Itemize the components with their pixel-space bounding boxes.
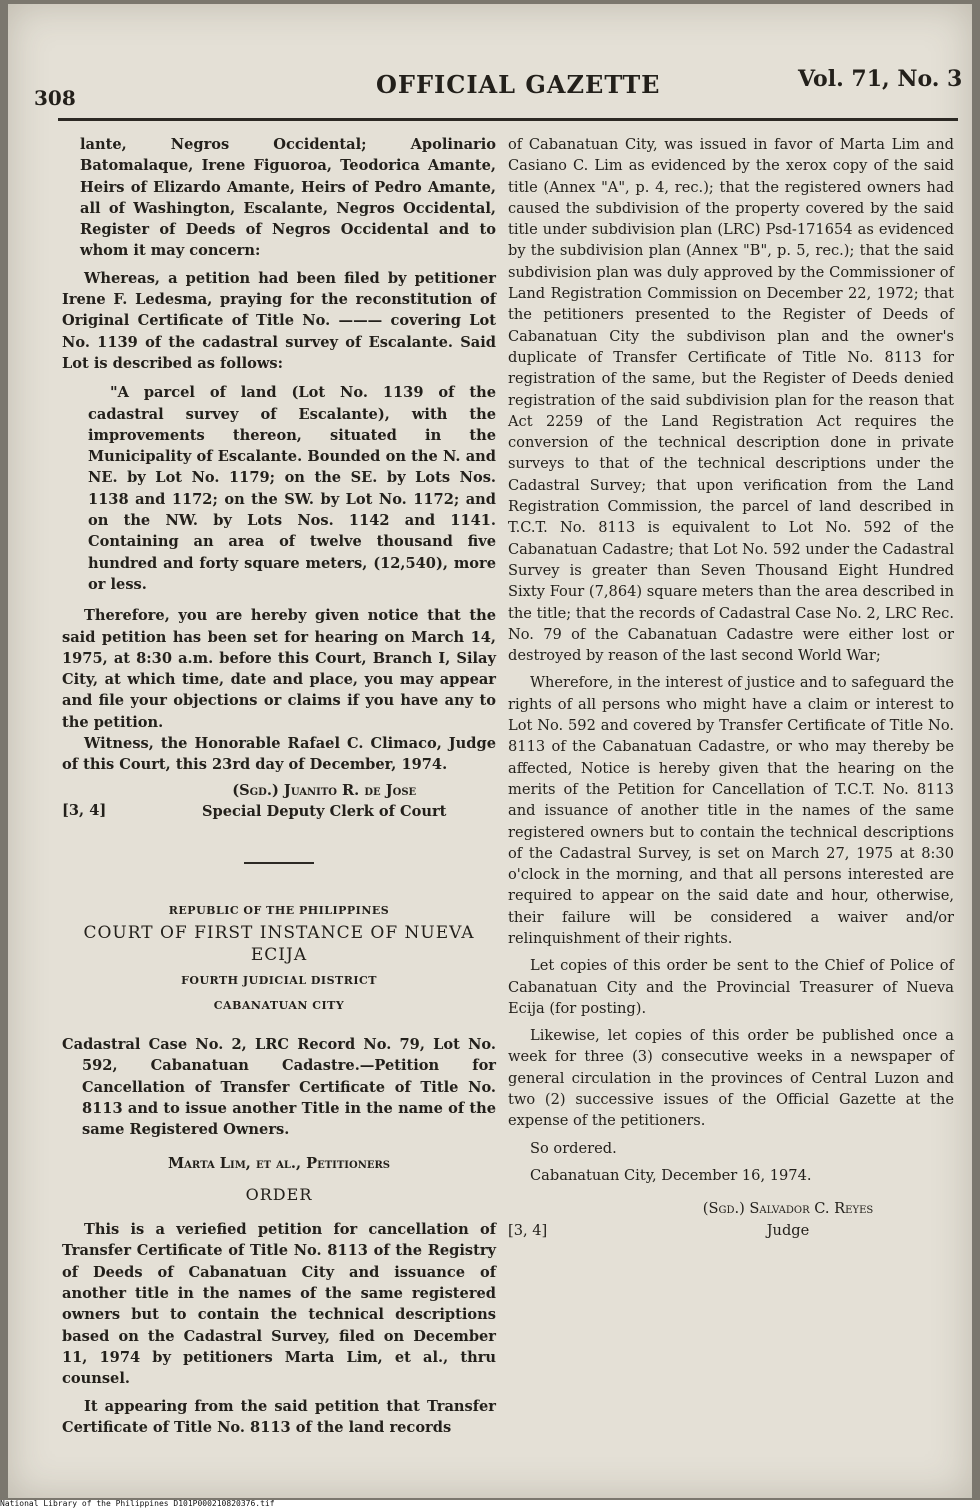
scan-footer: National Library of the Philippines D101P000210820376.tif	[0, 1500, 980, 1508]
district-heading: FOURTH JUDICIAL DISTRICT	[181, 973, 377, 987]
witness-paragraph: Witness, the Honorable Rafael C. Climaco, Judge of this Court, this 23rd day of December, 1974.	[62, 735, 496, 774]
section-divider	[244, 862, 314, 864]
signature-reference: [3, 4]	[62, 801, 107, 819]
date-line: Cabanatuan City, December 16, 1974.	[530, 1166, 812, 1184]
publication-paragraph: Likewise, let copies of this order be published once a week for three (3) consecutive weeks in a newspaper of general circulation in the provinces of Central Luzon and two (2) successive issues of the Official Gazette at the expense of the petitioners.	[508, 1027, 954, 1130]
order-continued: of Cabanatuan City, was issued in favor of Marta Lim and Casiano C. Lim as evidenced by the xerox copy of the said title (Annex "A", p. 4, rec.); that the registered owners had caused the subdivision of the property covered by the said title under subdivision plan (LRC) Psd-171654 as evidenced by the subdivision plan (Annex "B", p. 5, rec.); that the said subdivision plan was duly approved by the Commissioner of Land Registration Commission on December 22, 1972; that the petitioners presented to the Register of Deeds of Cabanatuan City the subdivison plan and the owner's duplicate of Transfer Certificate of Title No. 8113 for registration of the same, but the Register of Deeds denied registration of the said subdivision plan for the reason that Act 2259 of the Land Registration Act requires the conversion of the technical description done in private surveys to that of the technical descriptions under the Cadastral Survey; that upon verification from the Land Registration Commission, the parcel of land described in T.C.T. No. 8113 is equivalent to Lot No. 592 of the Cabanatuan Cadastre; that Lot No. 592 under the Cadastral Survey is greater than Seven Thousand Eight Hundred Sixty Four (7,864) square meters than the area described in the title; that the records of Cadastral Case No. 2, LRC Rec. No. 79 of the Cabanatuan Cadastre were either lost or destroyed by reason of the last second World War;	[508, 136, 954, 665]
so-ordered: So ordered.	[530, 1139, 617, 1157]
case-title: Cadastral Case No. 2, LRC Record No. 79, Lot No. 592, Cabanatuan Cadastre.—Petition for Cancellation of Transfer Certificate of Title No. 8113 and to issue another Title in the name of the same Registered Owners.	[62, 1036, 496, 1139]
judge-title: Judge	[766, 1221, 810, 1239]
therefore-paragraph: Therefore, you are hereby given notice that the said petition has been set for hearing on March 14, 1975, at 8:30 a.m. before this Court, Branch I, Silay City, at which time, date and place, you may appear and file your objections or claims if you have any to the petition.	[62, 607, 496, 731]
gazette-title: OFFICIAL GAZETTE	[376, 70, 661, 99]
city-heading: CABANATUAN CITY	[213, 998, 345, 1012]
copies-paragraph: Let copies of this order be sent to the Chief of Police of Cabanatuan City and the Provincial Treasurer of Nueva Ecija (for posting).	[508, 957, 954, 1017]
wherefore-paragraph: Wherefore, in the interest of justice and to safeguard the rights of all persons who might have a claim or interest to Lot No. 592 and covered by Transfer Certificate of Title No. 8113 of the Cabanatuan Cadastre, or who may thereby be affected, Notice is hereby given that the hearing on the merits of the Petition for Cancellation of T.C.T. No. 8113 and issuance of another title in the names of the same registered owners but to contain the technical descriptions of the Cadastral Survey, is set on March 27, 1975 at 8:30 o'clock in the morning, and that all persons interested are required to appear on the said date and hour, otherwise, their failure will be considered a waiver and/or relinquishment of their rights.	[508, 674, 954, 947]
judge-name: (Sgd.) Salvador C. Reyes	[702, 1200, 874, 1218]
judge-signature	[508, 1198, 954, 1241]
order-title: ORDER	[245, 1184, 313, 1204]
clerk-signature	[62, 780, 496, 823]
volume-number: Vol. 71, No. 3	[798, 66, 963, 92]
judge-signature-reference: [3, 4]	[508, 1222, 548, 1240]
whereas-paragraph: Whereas, a petition had been filed by petitioner Irene F. Ledesma, praying for the reconstitution of Original Certificate of Title No. ——— covering Lot No. 1139 of the cadastral survey of Escalante. Said Lot is described as follows:	[62, 269, 496, 372]
gazette-page	[8, 4, 972, 1498]
order-paragraph-1: This is a veriefied petition for cancellation of Transfer Certificate of Title No. 8113 of the Registry of Deeds of Cabanatuan City and issuance of another title in the names of the same registered owners but to contain the technical descriptions based on the Cadastral Survey, filed on December 11, 1974 by petitioners Marta Lim, et al., thru counsel.	[62, 1221, 496, 1388]
court-heading: COURT OF FIRST INSTANCE OF NUEVA ECIJA	[83, 922, 475, 965]
addressees: lante, Negros Occidental; Apolinario Batomalaque, Irene Figuoroa, Teodorica Amante, Heirs of Elizardo Amante, Heirs of Pedro Amante, all of Washington, Escalante, Negros Occidental, Register of Deeds of Negros Occidental and to whom it may concern:	[80, 136, 496, 260]
clerk-name: (Sgd.) Juanito R. de Jose	[232, 781, 417, 799]
page-number: 308	[34, 86, 76, 110]
header-rule	[58, 118, 958, 121]
republic-heading: REPUBLIC OF THE PHILIPPINES	[168, 904, 390, 918]
lot-description: "A parcel of land (Lot No. 1139 of the cadastral survey of Escalante), with the improvements thereon, situated in the Municipality of Escalante. Bounded on the N. and NE. by Lot No. 1179; on the SE. by Lots Nos. 1138 and 1172; on the SW. by Lot No. 1172; and on the NW. by Lots Nos. 1142 and 1141. Containing an area of twelve thousand five hundred and forty square meters, (12,540), more or less.	[88, 384, 496, 593]
right-column	[508, 134, 954, 1242]
page-header	[8, 60, 972, 120]
left-column	[62, 134, 496, 1438]
parties-line: Marta Lim, et al., Petitioners	[168, 1154, 390, 1172]
order-paragraph-2: It appearing from the said petition that Transfer Certificate of Title No. 8113 of the land records	[62, 1397, 496, 1436]
clerk-title: Special Deputy Clerk of Court	[202, 802, 447, 820]
